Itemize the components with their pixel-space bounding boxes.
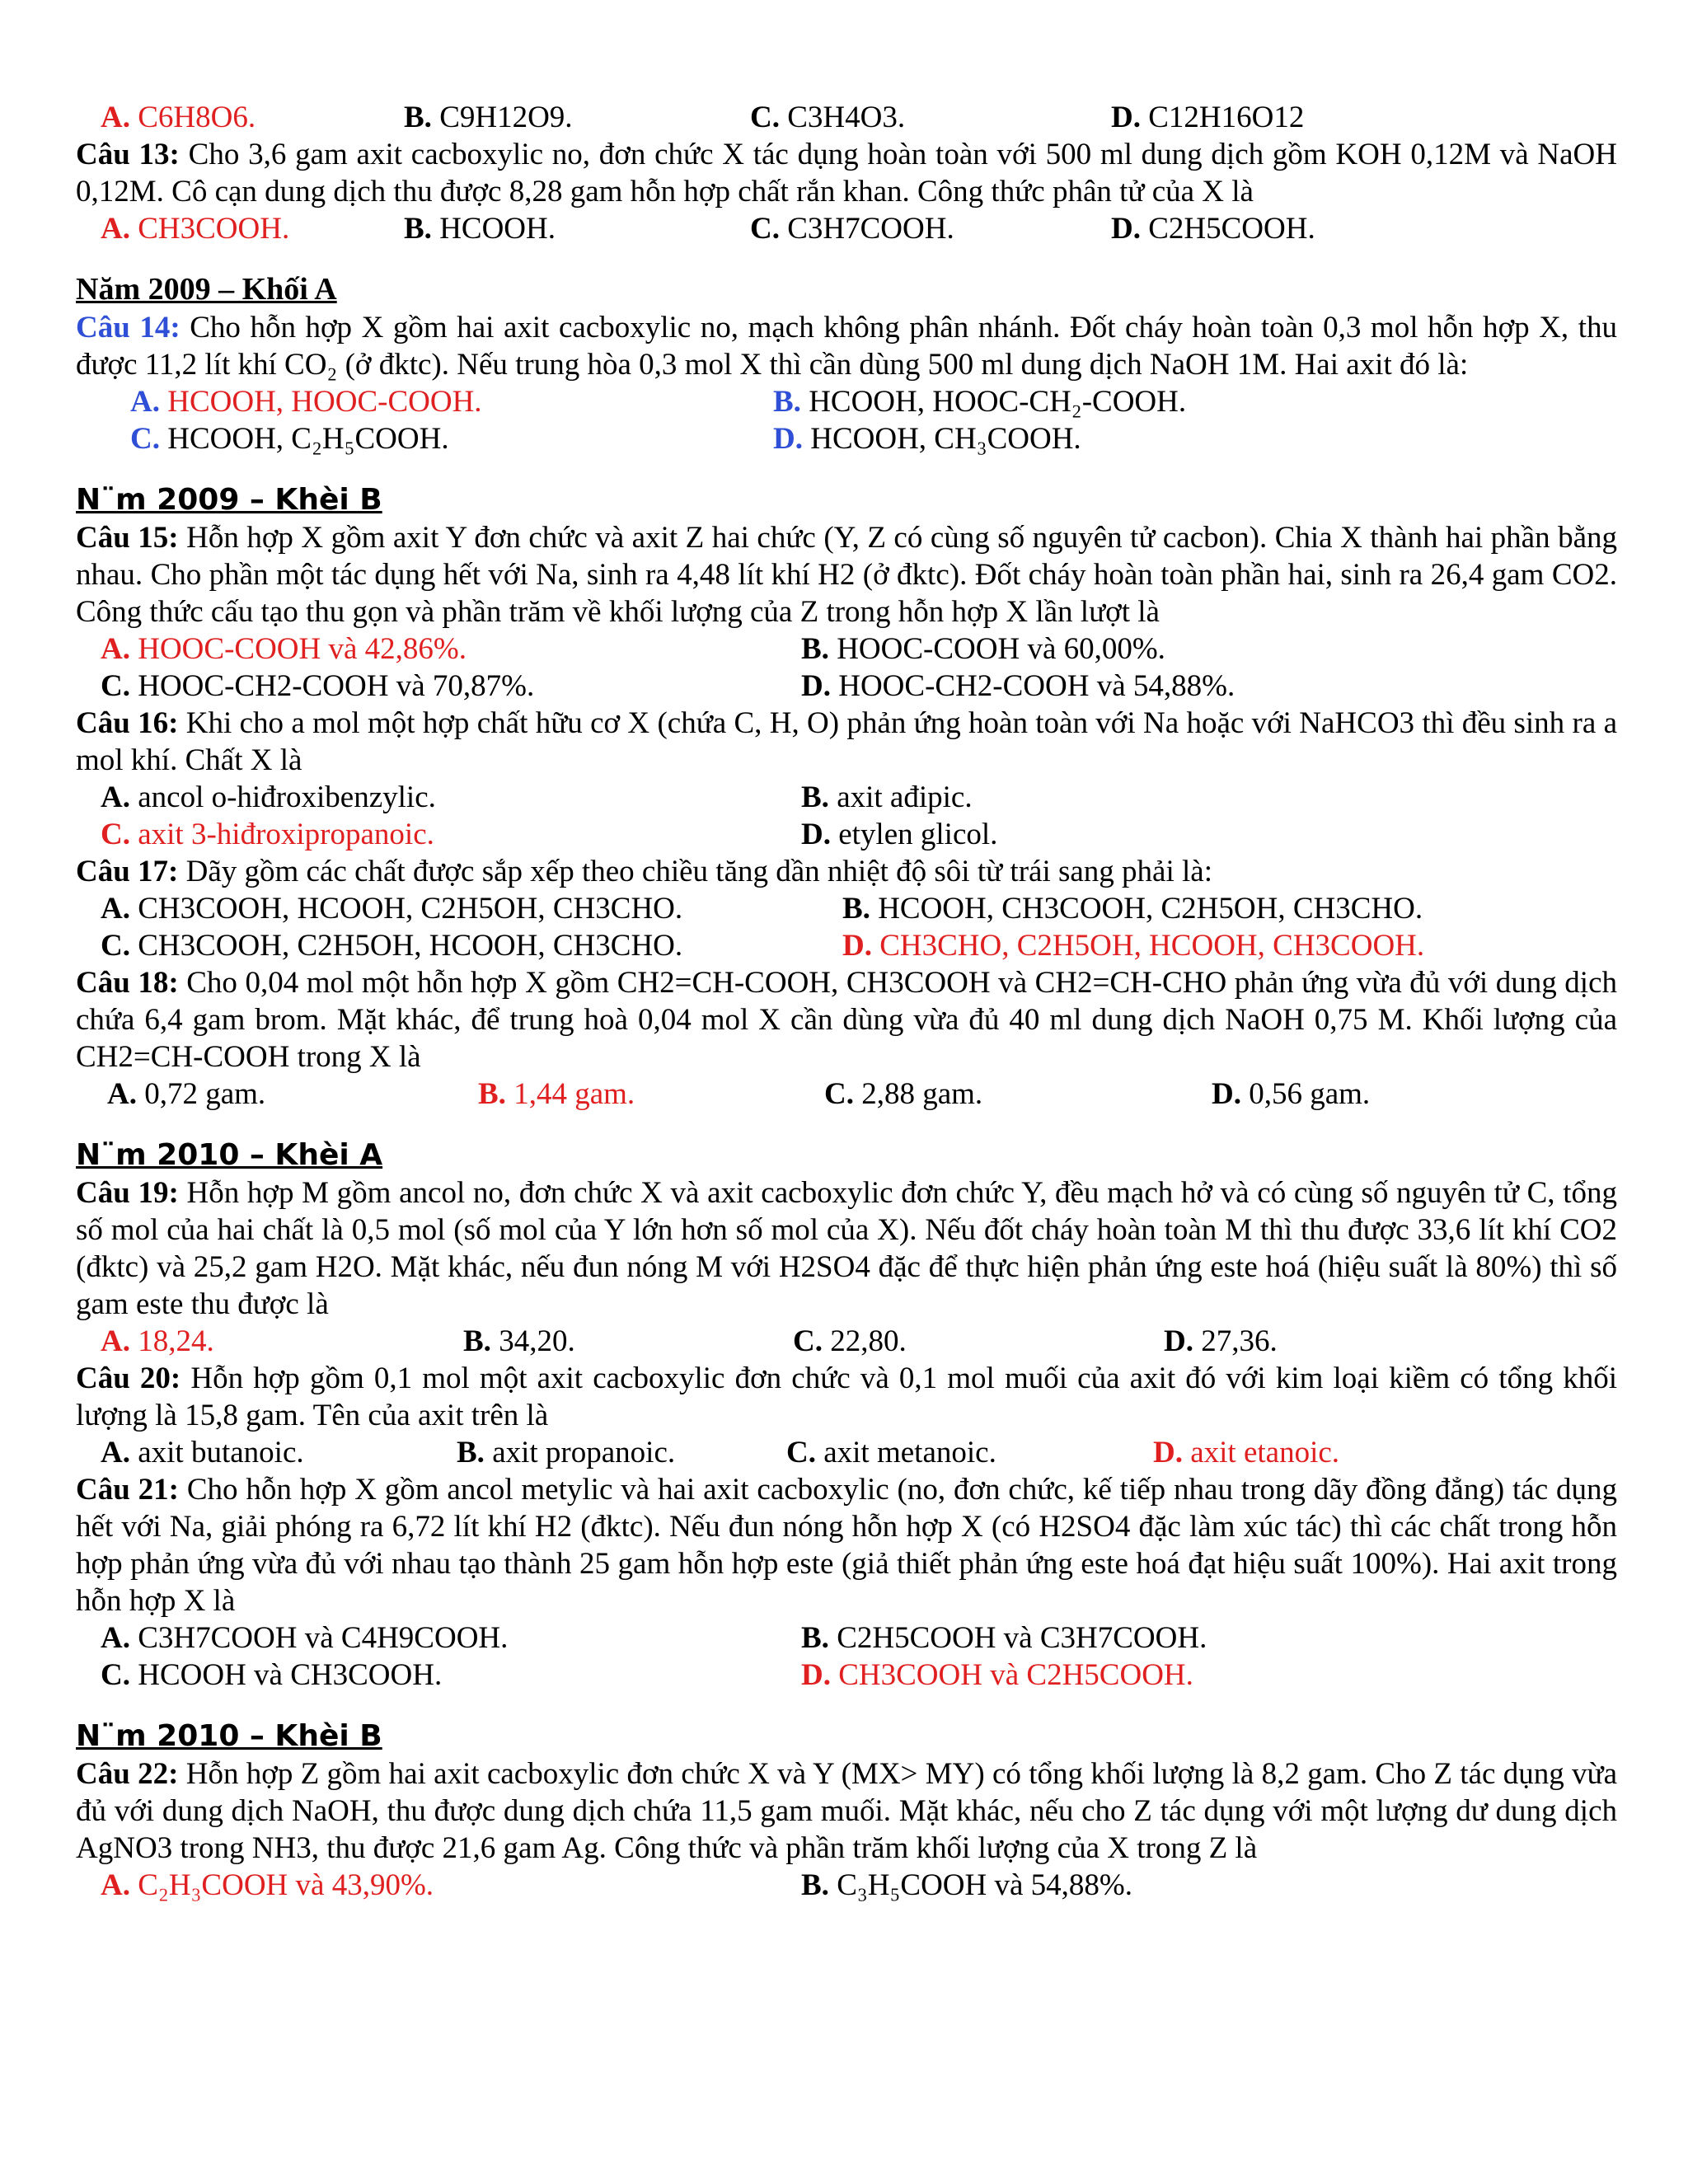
question-22	[76, 1755, 1617, 1867]
option-text: C3H4O3.	[787, 101, 906, 134]
option-b	[801, 1619, 1617, 1657]
option-text: C12H16O12	[1148, 101, 1305, 134]
option-text: HCOOH, CH₃COOH.	[810, 422, 1081, 456]
option-text: CH3CHO, C2H5OH, HCOOH, CH3COOH.	[879, 929, 1425, 963]
option-text: CH3COOH, HCOOH, C2H5OH, CH3CHO.	[138, 892, 683, 926]
option-label: C.	[750, 212, 780, 246]
question-text: Cho 0,04 mol một hỗn hợp X gồm CH2=CH-COOH, CH3COOH và CH2=CH-CHO phản ứng vừa đủ với dung dịch chứa 6,4 gam brom. Mặt khác, để trung hoà 0,04 mol X cần dùng vừa đủ 40 ml dung dịch NaOH 0,75 M. Khối lượng của CH2=CH-COOH trong X là	[76, 966, 1617, 1074]
question-label: Câu 21:	[76, 1473, 179, 1507]
option-c	[101, 1657, 801, 1694]
option-text: C3H7COOH và C4H9COOH.	[138, 1621, 509, 1655]
option-text: 1,44 gam.	[513, 1077, 635, 1111]
question-18	[76, 964, 1617, 1076]
option-label: D.	[1164, 1324, 1193, 1358]
option-label: C.	[101, 929, 130, 963]
option-label: A.	[101, 101, 130, 134]
option-label: C.	[130, 422, 160, 456]
option-text: CH3COOH và C2H5COOH.	[838, 1658, 1193, 1692]
question-text: Dãy gồm các chất được sắp xếp theo chiều tăng dần nhiệt độ sôi từ trái sang phải là:	[185, 855, 1212, 888]
option-d	[1153, 1434, 1617, 1471]
option-label: C.	[786, 1436, 816, 1469]
option-d	[1111, 99, 1617, 136]
option-d	[773, 420, 1617, 457]
option-label: A.	[101, 1621, 130, 1655]
option-c	[824, 1076, 1212, 1113]
option-label: D.	[842, 929, 872, 963]
options-question-21	[76, 1619, 1617, 1694]
option-text: C3H7COOH.	[787, 212, 954, 246]
question-label: Câu 18:	[76, 966, 179, 1000]
option-label: B.	[404, 101, 432, 134]
question-label: Câu 14:	[76, 311, 181, 344]
option-text: CH3COOH, C2H5OH, HCOOH, CH3CHO.	[138, 929, 683, 963]
option-text: 18,24.	[138, 1324, 214, 1358]
option-a	[101, 210, 404, 247]
option-label: D.	[773, 422, 803, 456]
option-b	[801, 630, 1617, 668]
options-question-14	[76, 383, 1617, 457]
options-question-22	[76, 1867, 1617, 1904]
option-text: C9H12O9.	[439, 101, 573, 134]
option-text: axit etanoic.	[1190, 1436, 1340, 1469]
options-question-17	[76, 890, 1617, 964]
option-c	[750, 99, 1111, 136]
option-text: C₂H₃COOH và 43,90%.	[138, 1868, 434, 1902]
option-a	[130, 383, 773, 420]
option-label: D.	[1111, 212, 1141, 246]
option-c	[101, 668, 801, 705]
option-text: CH3COOH.	[138, 212, 290, 246]
option-a	[101, 1867, 801, 1904]
option-text: 34,20.	[499, 1324, 575, 1358]
option-text: etylen glicol.	[838, 818, 998, 851]
option-b	[457, 1434, 786, 1471]
option-text: HCOOH, HOOC-CH₂-COOH.	[809, 385, 1187, 419]
options-question-15	[76, 630, 1617, 705]
option-c	[786, 1434, 1153, 1471]
option-label: C.	[793, 1324, 823, 1358]
options-question-18	[76, 1076, 1617, 1113]
option-label: B.	[478, 1077, 506, 1111]
option-text: 27,36.	[1201, 1324, 1278, 1358]
option-b	[842, 890, 1617, 927]
option-c	[793, 1323, 1164, 1360]
option-label: D.	[801, 1658, 831, 1692]
question-text: Hỗn hợp gồm 0,1 mol một axit cacboxylic đơn chức và 0,1 mol muối của axit đó với kim loại kiềm có tổng khối lượng là 15,8 gam. Tên của axit trên là	[76, 1361, 1617, 1432]
option-text: C₃H₅COOH và 54,88%.	[837, 1868, 1132, 1902]
option-label: C.	[101, 818, 130, 851]
option-c	[130, 420, 773, 457]
option-label: C.	[750, 101, 780, 134]
option-text: 0,72 gam.	[144, 1077, 266, 1111]
option-text: HOOC-CH2-COOH và 70,87%.	[138, 669, 535, 703]
options-question-16	[76, 779, 1617, 853]
question-text: Cho hỗn hợp X gồm ancol metylic và hai axit cacboxylic (no, đơn chức, kế tiếp nhau trong dãy đồng đẳng) tác dụng hết với Na, giải phóng ra 6,72 lít khí H2 (đktc). Nếu đun nóng hỗn hợp X (có H2SO4 đặc làm xúc tác) thì các chất trong hỗn hợp phản ứng vừa đủ với nhau tạo thành 25 gam hỗn hợp este (giả thiết phản ứng este hoá đạt hiệu suất 100%). Hai axit trong hỗn hợp X là	[76, 1473, 1618, 1618]
question-19	[76, 1174, 1617, 1323]
option-label: A.	[101, 1324, 130, 1358]
question-text: Khi cho a mol một hợp chất hữu cơ X (chứa C, H, O) phản ứng hoàn toàn với Na hoặc với NaHCO3 thì đều sinh ra a mol khí. Chất X là	[76, 706, 1617, 777]
option-label: A.	[101, 892, 130, 926]
option-label: A.	[130, 385, 160, 419]
option-text: C2H5COOH và C3H7COOH.	[837, 1621, 1207, 1655]
option-text: HCOOH, C₂H₅COOH.	[167, 422, 449, 456]
option-d	[801, 816, 1617, 853]
option-a	[101, 1619, 801, 1657]
option-b	[463, 1323, 793, 1360]
option-text: C6H8O6.	[138, 101, 256, 134]
question-label: Câu 15:	[76, 521, 179, 555]
option-a	[101, 1434, 457, 1471]
option-c	[101, 816, 801, 853]
option-a	[101, 630, 801, 668]
option-text: 22,80.	[830, 1324, 907, 1358]
options-question-13	[76, 210, 1617, 247]
section-heading-2010-b: N¨m 2010 – Khèi B	[76, 1719, 382, 1753]
document-page	[76, 99, 1617, 1904]
option-text: C2H5COOH.	[1148, 212, 1315, 246]
option-text: axit butanoic.	[138, 1436, 304, 1469]
option-a	[101, 890, 842, 927]
section-heading-2009-b: N¨m 2009 – Khèi B	[76, 483, 382, 517]
section-heading-2010-a: N¨m 2010 – Khèi A	[76, 1138, 383, 1172]
option-text: axit propanoic.	[492, 1436, 676, 1469]
option-text: ancol o-hiđroxibenzylic.	[138, 780, 436, 814]
question-text: Hỗn hợp X gồm axit Y đơn chức và axit Z hai chức (Y, Z có cùng số nguyên tử cacbon). Chia X thành hai phần bằng nhau. Cho phần một tác dụng hết với Na, sinh ra 4,48 lít khí H2 (ở đktc). Đốt cháy hoàn toàn phần hai, sinh ra 26,4 gam CO2. Công thức cấu tạo thu gọn và phần trăm về khối lượng của Z trong hỗn hợp X lần lượt là	[76, 521, 1618, 629]
option-label: A.	[101, 1436, 130, 1469]
options-question-20	[76, 1434, 1617, 1471]
question-label: Câu 16:	[76, 706, 179, 740]
option-b	[773, 383, 1617, 420]
options-question-19	[76, 1323, 1617, 1360]
option-label: B.	[463, 1324, 491, 1358]
option-label: B.	[801, 632, 829, 666]
option-text: axit 3-hiđroxipropanoic.	[138, 818, 434, 851]
option-text: axit ađipic.	[837, 780, 973, 814]
option-b	[404, 210, 750, 247]
option-label: B.	[801, 1868, 829, 1902]
option-label: D.	[1111, 101, 1141, 134]
option-label: B.	[801, 1621, 829, 1655]
option-label: B.	[842, 892, 870, 926]
option-b	[478, 1076, 824, 1113]
option-text: 2,88 gam.	[861, 1077, 983, 1111]
question-20	[76, 1360, 1617, 1434]
question-13	[76, 136, 1617, 210]
option-text: 0,56 gam.	[1249, 1077, 1371, 1111]
option-label: B.	[457, 1436, 485, 1469]
question-text: Cho hỗn hợp X gồm hai axit cacboxylic no, mạch không phân nhánh. Đốt cháy hoàn toàn 0,3 mol hỗn hợp X, thu được 11,2 lít khí CO₂ (ở đktc). Nếu trung hòa 0,3 mol X thì cần dùng 500 ml dung dịch NaOH 1M. Hai axit đó là:	[76, 311, 1617, 382]
option-label: D.	[801, 818, 831, 851]
question-label: Câu 20:	[76, 1361, 181, 1395]
option-text: axit metanoic.	[823, 1436, 996, 1469]
question-label: Câu 19:	[76, 1176, 179, 1210]
option-b	[801, 1867, 1617, 1904]
option-label: C.	[824, 1077, 854, 1111]
option-text: HCOOH, HOOC-COOH.	[167, 385, 482, 419]
question-text: Hỗn hợp Z gồm hai axit cacboxylic đơn chức X và Y (MX> MY) có tổng khối lượng là 8,2 gam. Cho Z tác dụng vừa đủ với dung dịch NaOH, thu được dung dịch chứa 11,5 gam muối. Mặt khác, nếu cho Z tác dụng với một lượng dư dung dịch AgNO3 trong NH3, thu được 21,6 gam Ag. Công thức và phần trăm khối lượng của X trong Z là	[76, 1757, 1617, 1865]
option-label: A.	[101, 212, 130, 246]
option-label: A.	[101, 632, 130, 666]
section-heading-2009-a: Năm 2009 – Khối A	[76, 272, 337, 307]
option-b	[801, 779, 1617, 816]
option-d	[1111, 210, 1617, 247]
question-21	[76, 1471, 1617, 1619]
option-d	[801, 1657, 1617, 1694]
question-text: Hỗn hợp M gồm ancol no, đơn chức X và axit cacboxylic đơn chức Y, đều mạch hở và có cùng số nguyên tử C, tổng số mol của hai chất là 0,5 mol (số mol của Y lớn hơn số mol của X). Nếu đốt cháy hoàn toàn M thì thu được 33,6 lít khí CO2 (đktc) và 25,2 gam H2O. Mặt khác, nếu đun nóng M với H2SO4 đặc để thực hiện phản ứng este hoá (hiệu suất là 80%) thì số gam este thu được là	[76, 1176, 1618, 1321]
option-d	[1212, 1076, 1617, 1113]
question-label: Câu 17:	[76, 855, 179, 888]
option-label: C.	[101, 669, 130, 703]
question-label: Câu 22:	[76, 1757, 179, 1791]
option-label: B.	[773, 385, 801, 419]
option-a	[101, 779, 801, 816]
question-16	[76, 705, 1617, 779]
option-a	[101, 99, 404, 136]
option-text: HOOC-COOH và 42,86%.	[138, 632, 467, 666]
option-text: HOOC-COOH và 60,00%.	[837, 632, 1165, 666]
option-c	[101, 927, 842, 964]
option-label: B.	[801, 780, 829, 814]
question-14	[76, 309, 1617, 383]
option-label: A.	[107, 1077, 137, 1111]
option-a	[107, 1076, 478, 1113]
question-17	[76, 853, 1617, 890]
option-label: A.	[101, 780, 130, 814]
option-label: D.	[801, 669, 831, 703]
option-text: HCOOH, CH3COOH, C2H5OH, CH3CHO.	[878, 892, 1423, 926]
option-d	[1164, 1323, 1617, 1360]
option-c	[750, 210, 1111, 247]
option-d	[842, 927, 1617, 964]
option-label: C.	[101, 1658, 130, 1692]
option-b	[404, 99, 750, 136]
option-text: HOOC-CH2-COOH và 54,88%.	[838, 669, 1236, 703]
option-text: HCOOH.	[439, 212, 556, 246]
question-text: Cho 3,6 gam axit cacboxylic no, đơn chức X tác dụng hoàn toàn với 500 ml dung dịch gồm KOH 0,12M và NaOH 0,12M. Cô cạn dung dịch thu được 8,28 gam hỗn hợp chất rắn khan. Công thức phân tử của X là	[76, 138, 1618, 209]
option-text: HCOOH và CH3COOH.	[138, 1658, 443, 1692]
question-15	[76, 519, 1617, 630]
option-label: D.	[1212, 1077, 1241, 1111]
options-previous-question	[76, 99, 1617, 136]
option-label: B.	[404, 212, 432, 246]
question-label: Câu 13:	[76, 138, 180, 171]
option-d	[801, 668, 1617, 705]
option-label: D.	[1153, 1436, 1183, 1469]
option-a	[101, 1323, 463, 1360]
option-label: A.	[101, 1868, 130, 1902]
